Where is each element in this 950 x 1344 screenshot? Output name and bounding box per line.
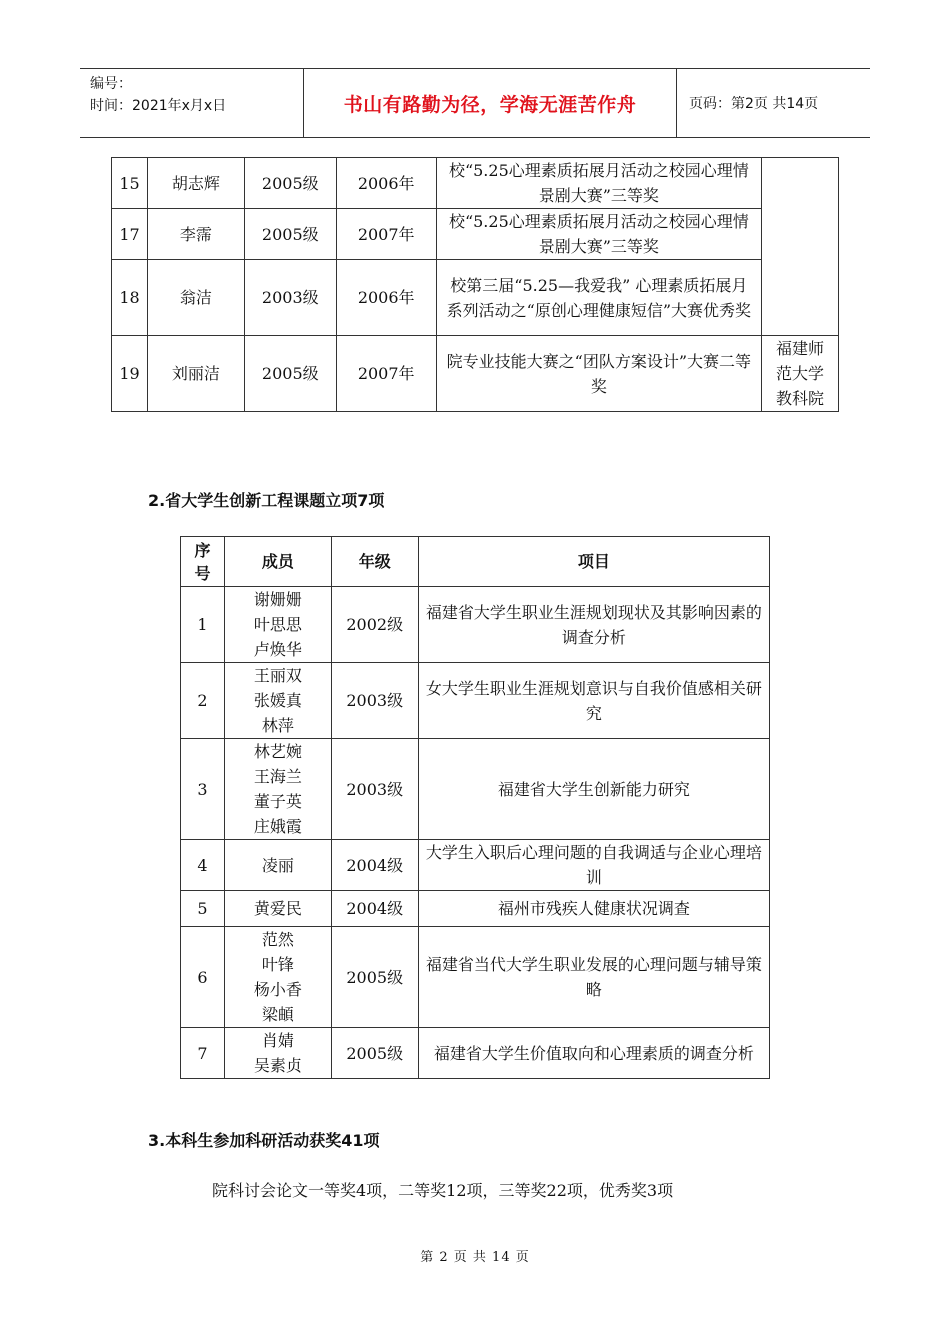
member: 叶锋 [261,955,294,974]
time-label: 时间：2021年x月x日 [90,98,227,114]
row-name: 翁洁 [147,260,244,336]
row-year: 2007年 [336,209,436,260]
row-year: 2006年 [336,260,436,336]
row-no: 3 [181,739,225,840]
row-members [224,891,331,927]
member: 林艺婉 [253,742,302,761]
member: 王丽双 [253,666,302,685]
row-org: 福建师范大学教科院 [762,336,839,412]
row-grade: 2003级 [244,260,336,336]
section3-title: 3.本科生参加科研活动获奖41项 [148,1131,380,1150]
row-no: 1 [181,587,225,663]
row-project: 福建省大学生创新能力研究 [418,739,769,840]
header-project: 项目 [418,537,769,587]
row-grade: 2005级 [244,158,336,209]
row-no: 4 [181,840,225,891]
table-row [181,840,770,891]
awards-table [111,157,839,412]
row-members [224,840,331,891]
member: 张媛真 [253,691,302,710]
row-no: 19 [112,336,148,412]
row-name: 胡志辉 [147,158,244,209]
table-row [112,336,839,412]
member: 王海兰 [253,767,302,786]
row-grade: 2004级 [331,840,418,891]
table-row [181,663,770,739]
row-members [224,927,331,1028]
row-name: 刘丽洁 [147,336,244,412]
header-meta [80,69,304,137]
member: 庄娥霞 [253,817,302,836]
row-grade: 2005级 [244,209,336,260]
row-project: 福州市残疾人健康状况调查 [418,891,769,927]
row-award: 校第三届“5.25—我爱我” 心理素质拓展月系列活动之“原创心理健康短信”大赛优秀奖 [436,260,761,336]
member: 梁頔 [261,1005,294,1024]
header-motto: 书山有路勤为径，学海无涯苦作舟 [304,69,677,137]
member: 凌丽 [261,855,294,875]
row-members [224,663,331,739]
row-grade: 2002级 [331,587,418,663]
row-grade: 2004级 [331,891,418,927]
row-no: 15 [112,158,148,209]
row-no: 18 [112,260,148,336]
table-row [112,209,839,260]
row-award: 校“5.25心理素质拓展月活动之校园心理情景剧大赛”三等奖 [436,158,761,209]
header-member: 成员 [224,537,331,587]
number-label: 编号： [90,76,132,92]
member: 肖婧 [261,1031,294,1050]
row-award: 校“5.25心理素质拓展月活动之校园心理情景剧大赛”三等奖 [436,209,761,260]
row-project: 福建省当代大学生职业发展的心理问题与辅导策略 [418,927,769,1028]
row-grade: 2005级 [331,1028,418,1079]
header-grade: 年级 [331,537,418,587]
row-members [224,739,331,840]
table-row [112,158,839,209]
table-header-row [181,537,770,587]
table-row [181,927,770,1028]
row-no: 2 [181,663,225,739]
table-row [181,891,770,927]
row-no: 5 [181,891,225,927]
table-row [112,260,839,336]
row-members [224,587,331,663]
row-no: 17 [112,209,148,260]
row-award: 院专业技能大赛之“团队方案设计”大赛二等奖 [436,336,761,412]
page-header [80,68,870,138]
row-members [224,1028,331,1079]
row-year: 2006年 [336,158,436,209]
table-row [181,739,770,840]
row-grade: 2003级 [331,739,418,840]
row-project: 女大学生职业生涯规划意识与自我价值感相关研究 [418,663,769,739]
member: 叶思思 [253,615,302,634]
row-no: 7 [181,1028,225,1079]
member: 卢焕华 [253,640,302,659]
page-footer: 第 2 页 共 14 页 [420,1250,530,1265]
section3-paragraph: 院科讨会论文一等奖4项，二等奖12项，三等奖22项，优秀奖3项 [212,1181,674,1200]
row-org-empty [762,158,839,336]
member: 杨小香 [253,980,302,999]
row-name: 李霈 [147,209,244,260]
header-page-label: 页码：第2页 共14页 [689,96,819,112]
row-grade: 2005级 [244,336,336,412]
member: 董子英 [253,792,302,811]
row-project: 福建省大学生职业生涯规划现状及其影响因素的调查分析 [418,587,769,663]
projects-table [180,536,770,1079]
header-no: 序号 [181,537,225,587]
member: 范然 [261,930,294,949]
row-no: 6 [181,927,225,1028]
member: 吴素贞 [253,1056,302,1075]
row-year: 2007年 [336,336,436,412]
table-row [181,1028,770,1079]
row-grade: 2005级 [331,927,418,1028]
section2-title: 2.省大学生创新工程课题立项7项 [148,491,385,510]
row-grade: 2003级 [331,663,418,739]
member: 黄爱民 [253,899,302,918]
table-row [181,587,770,663]
member: 谢姗姗 [253,590,302,609]
member: 林萍 [261,716,294,735]
row-project: 大学生入职后心理问题的自我调适与企业心理培训 [418,840,769,891]
row-project: 福建省大学生价值取向和心理素质的调查分析 [418,1028,769,1079]
